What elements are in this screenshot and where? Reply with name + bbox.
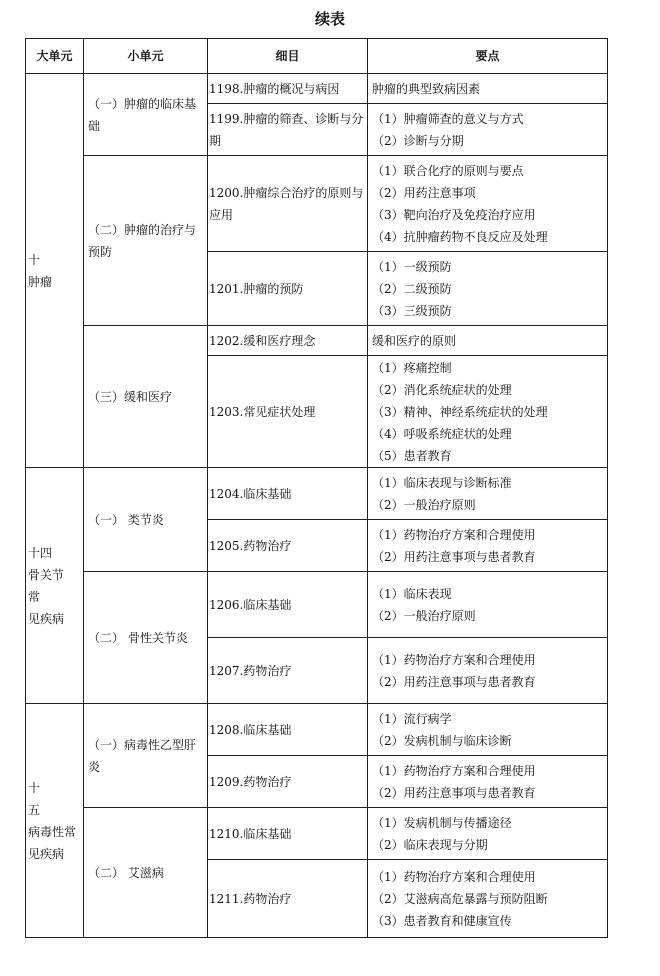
- table-row: [26, 468, 608, 520]
- big-unit-label: 肿瘤: [28, 274, 53, 289]
- sub-unit-label: （三）缓和医疗: [88, 389, 173, 404]
- point-item: 肿瘤的典型致病因素: [372, 81, 481, 96]
- point-item: （1）临床表现与诊断标准: [372, 475, 512, 490]
- sub-unit-cell: [84, 326, 208, 468]
- detail-label: 1204.临床基础: [209, 486, 292, 501]
- point-item: （2）艾滋病高危暴露与预防阻断: [372, 891, 548, 906]
- point-item: （2）临床表现与分期: [372, 837, 488, 852]
- point-item: （3）靶向治疗及免疫治疗应用: [372, 207, 536, 222]
- big-unit-label: 病毒性常: [28, 824, 77, 839]
- table-row: [26, 156, 608, 252]
- header-big-unit: 大单元: [26, 39, 84, 74]
- sub-unit-label: （二） 骨性关节炎: [88, 630, 188, 645]
- point-item: （5）患者教育: [372, 448, 452, 463]
- big-unit-label: 见疾病: [28, 846, 65, 861]
- point-item: （3）精神、神经系统症状的处理: [372, 404, 548, 419]
- point-item: （1）临床表现: [372, 586, 452, 601]
- big-unit-label: 十四: [28, 545, 53, 560]
- point-item: （1）流行病学: [372, 711, 452, 726]
- big-unit-cell: [26, 468, 84, 704]
- big-unit-label: 见疾病: [28, 611, 65, 626]
- point-item: （1）药物治疗方案和合理使用: [372, 869, 536, 884]
- points-cell: [368, 638, 608, 704]
- detail-cell: [208, 74, 368, 104]
- detail-cell: [208, 104, 368, 156]
- point-item: （2）一般治疗原则: [372, 497, 476, 512]
- table-row: [26, 74, 608, 104]
- table-header-row: [26, 39, 608, 74]
- detail-label: 1203.常见症状处理: [209, 404, 316, 419]
- header-detail: 细目: [208, 39, 368, 74]
- points-cell: [368, 104, 608, 156]
- point-item: （1）联合化疗的原则与要点: [372, 163, 524, 178]
- point-item: （2）用药注意事项与患者教育: [372, 549, 536, 564]
- points-cell: [368, 468, 608, 520]
- point-item: （1）药物治疗方案和合理使用: [372, 652, 536, 667]
- point-item: （1）一级预防: [372, 259, 452, 274]
- point-item: （2）诊断与分期: [372, 133, 464, 148]
- point-item: （1）疼痛控制: [372, 360, 452, 375]
- sub-unit-cell: [84, 156, 208, 326]
- point-item: （2）一般治疗原则: [372, 608, 476, 623]
- table-row: [26, 326, 608, 356]
- points-cell: [368, 252, 608, 326]
- table-body: [26, 74, 608, 938]
- big-unit-cell: [26, 74, 84, 468]
- sub-unit-cell: [84, 572, 208, 704]
- big-unit-label: 十: [28, 780, 41, 795]
- detail-cell: [208, 468, 368, 520]
- table-row: [26, 808, 608, 860]
- point-item: （1）发病机制与传播途径: [372, 815, 512, 830]
- points-cell: [368, 520, 608, 572]
- detail-cell: [208, 356, 368, 468]
- detail-cell: [208, 704, 368, 756]
- point-item: 缓和医疗的原则: [372, 333, 457, 348]
- points-cell: [368, 860, 608, 938]
- point-item: （4）呼吸系统症状的处理: [372, 426, 512, 441]
- points-cell: [368, 356, 608, 468]
- big-unit-label: 五: [28, 802, 41, 817]
- detail-label: 1199.肿瘤的筛查、诊断与分期: [209, 111, 364, 148]
- sub-unit-label: （一） 类节炎: [88, 512, 164, 527]
- point-item: （2）用药注意事项: [372, 185, 476, 200]
- detail-label: 1207.药物治疗: [209, 663, 292, 678]
- detail-cell: [208, 520, 368, 572]
- points-cell: [368, 326, 608, 356]
- point-item: （3）三级预防: [372, 303, 452, 318]
- header-sub-unit: 小单元: [84, 39, 208, 74]
- detail-cell: [208, 252, 368, 326]
- syllabus-table: [25, 38, 608, 938]
- big-unit-label: 十: [28, 252, 41, 267]
- point-item: （1）药物治疗方案和合理使用: [372, 527, 536, 542]
- sub-unit-label: （二）肿瘤的治疗与预防: [88, 222, 197, 259]
- sub-unit-label: （一）病毒性乙型肝炎: [88, 737, 197, 774]
- detail-cell: [208, 638, 368, 704]
- point-item: （2）用药注意事项与患者教育: [372, 785, 536, 800]
- detail-label: 1201.肿瘤的预防: [209, 281, 304, 296]
- point-item: （1）肿瘤筛查的意义与方式: [372, 111, 524, 126]
- point-item: （2）消化系统症状的处理: [372, 382, 512, 397]
- header-points: 要点: [368, 39, 608, 74]
- big-unit-label: 骨关节: [28, 567, 65, 582]
- detail-cell: [208, 572, 368, 638]
- detail-label: 1202.缓和医疗理念: [209, 333, 316, 348]
- page-title: 续表: [314, 10, 345, 28]
- detail-label: 1200.肿瘤综合治疗的原则与应用: [209, 185, 364, 222]
- point-item: （4）抗肿瘤药物不良反应及处理: [372, 229, 548, 244]
- detail-cell: [208, 756, 368, 808]
- detail-cell: [208, 808, 368, 860]
- point-item: （2）发病机制与临床诊断: [372, 733, 512, 748]
- detail-cell: [208, 326, 368, 356]
- detail-label: 1211.药物治疗: [209, 891, 292, 906]
- table-row: [26, 704, 608, 756]
- sub-unit-label: （一）肿瘤的临床基础: [88, 96, 197, 133]
- table-row: [26, 572, 608, 638]
- points-cell: [368, 156, 608, 252]
- points-cell: [368, 74, 608, 104]
- big-unit-cell: [26, 704, 84, 938]
- point-item: （3）患者教育和健康宣传: [372, 913, 512, 928]
- points-cell: [368, 756, 608, 808]
- detail-label: 1206.临床基础: [209, 597, 292, 612]
- detail-label: 1210.临床基础: [209, 826, 292, 841]
- sub-unit-label: （二） 艾滋病: [88, 865, 164, 880]
- points-cell: [368, 808, 608, 860]
- detail-cell: [208, 860, 368, 938]
- detail-label: 1208.临床基础: [209, 722, 292, 737]
- sub-unit-cell: [84, 468, 208, 572]
- sub-unit-cell: [84, 704, 208, 808]
- detail-label: 1198.肿瘤的概况与病因: [209, 81, 340, 96]
- detail-cell: [208, 156, 368, 252]
- point-item: （2）用药注意事项与患者教育: [372, 674, 536, 689]
- big-unit-label: 常: [28, 589, 41, 604]
- point-item: （2）二级预防: [372, 281, 452, 296]
- points-cell: [368, 572, 608, 638]
- sub-unit-cell: [84, 808, 208, 938]
- detail-label: 1205.药物治疗: [209, 538, 292, 553]
- point-item: （1）药物治疗方案和合理使用: [372, 763, 536, 778]
- points-cell: [368, 704, 608, 756]
- detail-label: 1209.药物治疗: [209, 774, 292, 789]
- sub-unit-cell: [84, 74, 208, 156]
